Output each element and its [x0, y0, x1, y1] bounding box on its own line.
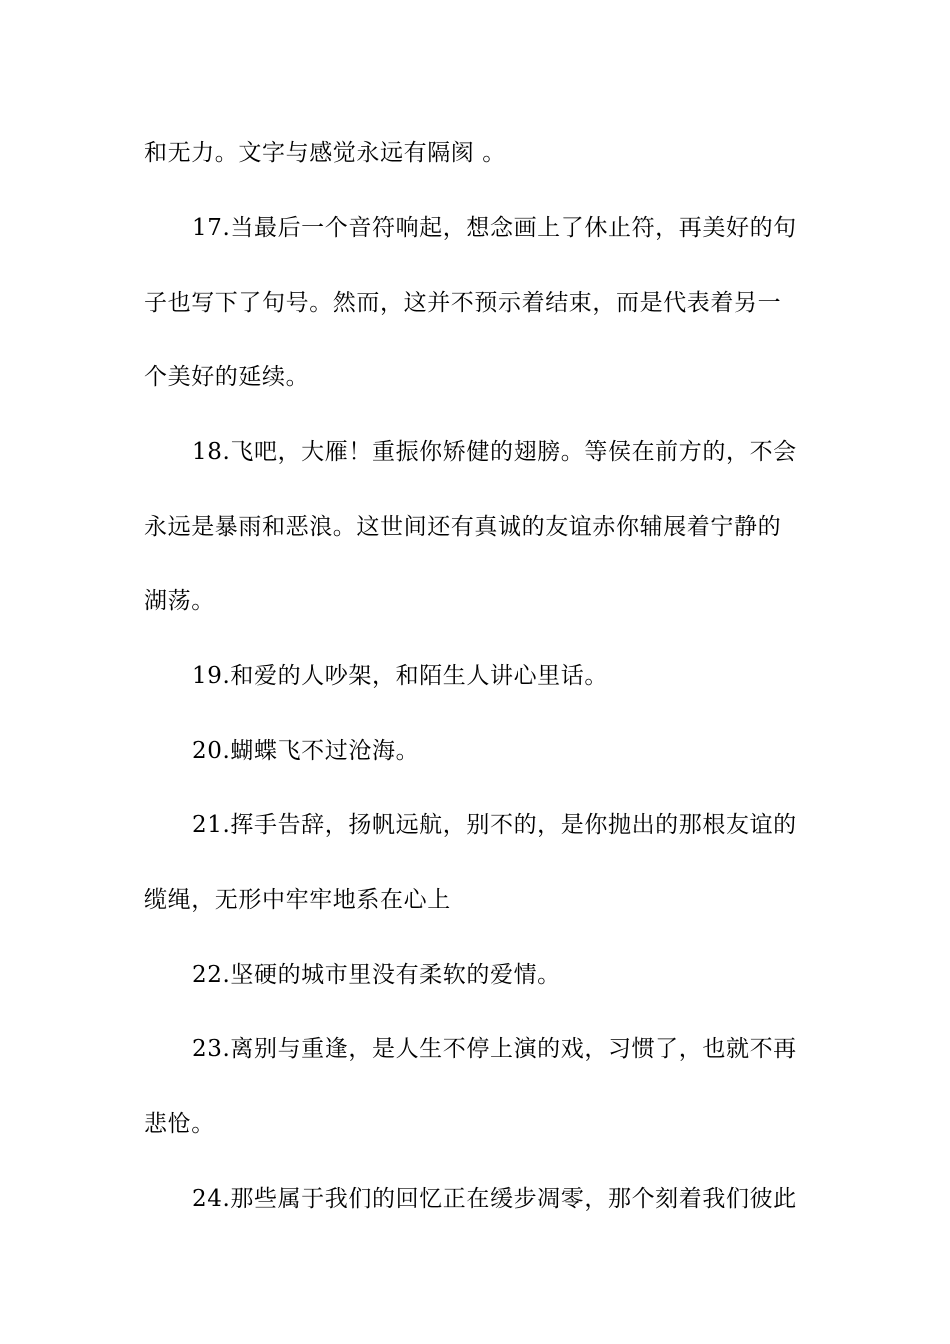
item-17-line-3: 个美好的延续。: [144, 364, 310, 390]
item-19-line-1: 19.和爱的人吵架，和陌生人讲心里话。: [192, 663, 608, 689]
item-24-line-1: 24.那些属于我们的回忆正在缓步凋零，那个刻着我们彼此: [192, 1186, 797, 1212]
item-22-line-1: 22.坚硬的城市里没有柔软的爱情。: [192, 962, 561, 988]
item-18-line-3: 湖荡。: [144, 588, 215, 614]
item-18-line-1: 18.飞吧，大雁！重振你矫健的翅膀。等侯在前方的，不会: [192, 439, 797, 465]
item-18-line-2: 永远是暴雨和恶浪。这世间还有真诚的友谊赤你辅展着宁静的: [144, 514, 782, 540]
item-23-line-1: 23.离别与重逢，是人生不停上演的戏，习惯了，也就不再: [192, 1036, 797, 1062]
item-20-line-1: 20.蝴蝶飞不过沧海。: [192, 738, 420, 764]
item-21-line-1: 21.挥手告辞，扬帆远航，别不的，是你抛出的那根友谊的: [192, 812, 797, 838]
item-21-line-2: 缆绳，无形中牢牢地系在心上: [144, 887, 451, 913]
item-17-line-2: 子也写下了句号。然而，这并不预示着结束，而是代表着另一: [144, 290, 782, 316]
item-23-line-2: 悲怆。: [144, 1111, 215, 1137]
item-17-line-1: 17.当最后一个音符响起，想念画上了休止符，再美好的句: [192, 215, 797, 241]
text-line: 和无力。文字与感觉永远有隔阂 。: [144, 140, 506, 166]
